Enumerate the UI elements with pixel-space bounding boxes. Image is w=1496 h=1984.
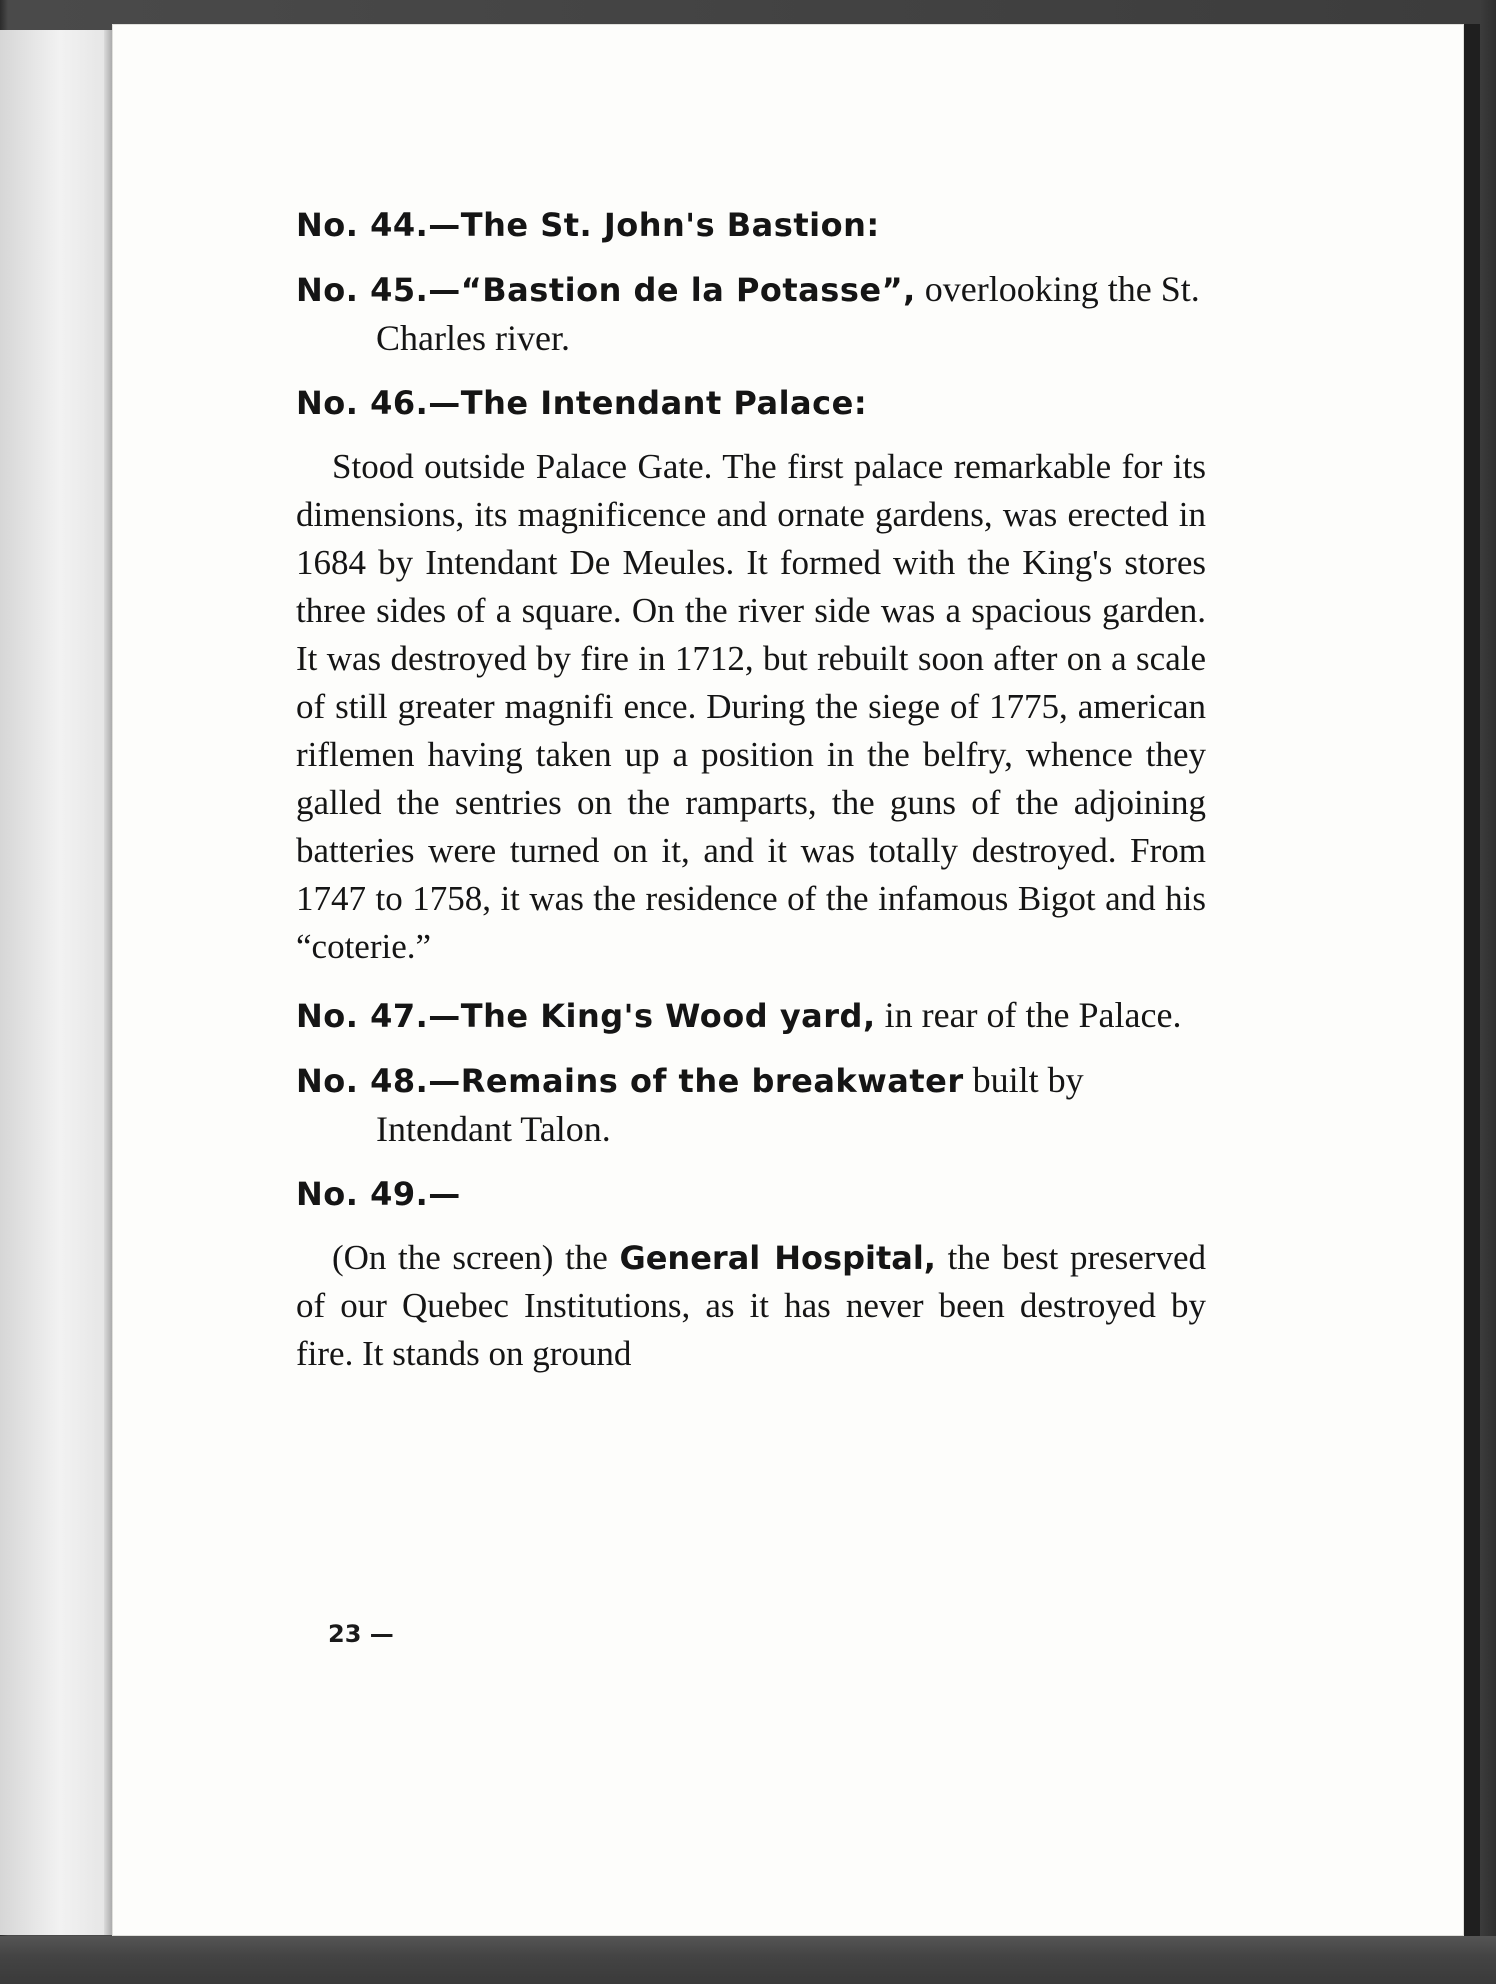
previous-page-edge: [0, 30, 118, 1935]
entry-number: No. 48.: [296, 1062, 429, 1100]
entry-46: [296, 378, 1206, 427]
entry-48: [296, 1056, 1206, 1153]
hospital-text-start: (On the screen) the: [332, 1238, 620, 1277]
hospital-text-end: the best preserved of our Quebec Institutions, as it has never been destroyed by fire. It stands on ground: [296, 1238, 1206, 1373]
entry-45: [296, 265, 1206, 362]
hospital-name: General Hospital,: [619, 1239, 936, 1277]
entry-title: —“Bastion de la Potasse”,: [428, 271, 916, 309]
entry-number: No. 44.: [296, 206, 429, 244]
entry-44: [296, 200, 1206, 249]
entry-text: built by Intendant Talon.: [376, 1060, 1084, 1149]
entry-title: —Remains of the breakwater: [428, 1062, 964, 1100]
entry-number: No. 47.: [296, 997, 429, 1035]
entry-title: —The St. John's Bastion:: [428, 206, 880, 244]
entry-number: No. 46.: [296, 384, 429, 422]
palace-description: Stood outside Palace Gate. The first palace remarkable for its dimensions, its magnificence and ornate gardens, was erected in 1684 by Intendant De Meules. It formed with the King's stores three sides of a square. On the river side was a spacious garden. It was destroyed by fire in 1712, but rebuilt soon after on a scale of still greater magnifi ence. During the siege of 1775, american riflemen having taken up a position in the belfry, whence they galled the sentries on the ramparts, the guns of the adjoining batteries were turned on it, and it was totally destroyed. From 1747 to 1758, it was the residence of the infamous Bigot and his “coterie.”: [296, 447, 1206, 966]
entry-49: [296, 1169, 1206, 1218]
entry-number: No. 45.: [296, 271, 429, 309]
entry-text: overlooking the St. Charles river.: [376, 269, 1200, 358]
entry-47: [296, 991, 1206, 1040]
page-text: [296, 200, 1206, 1398]
entry-number: No. 49.: [296, 1175, 429, 1213]
entry-text: in rear of the Palace.: [875, 995, 1182, 1035]
entry-title: —: [428, 1175, 461, 1213]
page-edge-shadow: [1464, 24, 1480, 1936]
page-number: 23 —: [328, 1620, 394, 1648]
entry-title: —The Intendant Palace:: [428, 384, 868, 422]
scan-bottom-border: [0, 1936, 1496, 1984]
hospital-description: [296, 1234, 1206, 1378]
entry-title: —The King's Wood yard,: [428, 997, 876, 1035]
